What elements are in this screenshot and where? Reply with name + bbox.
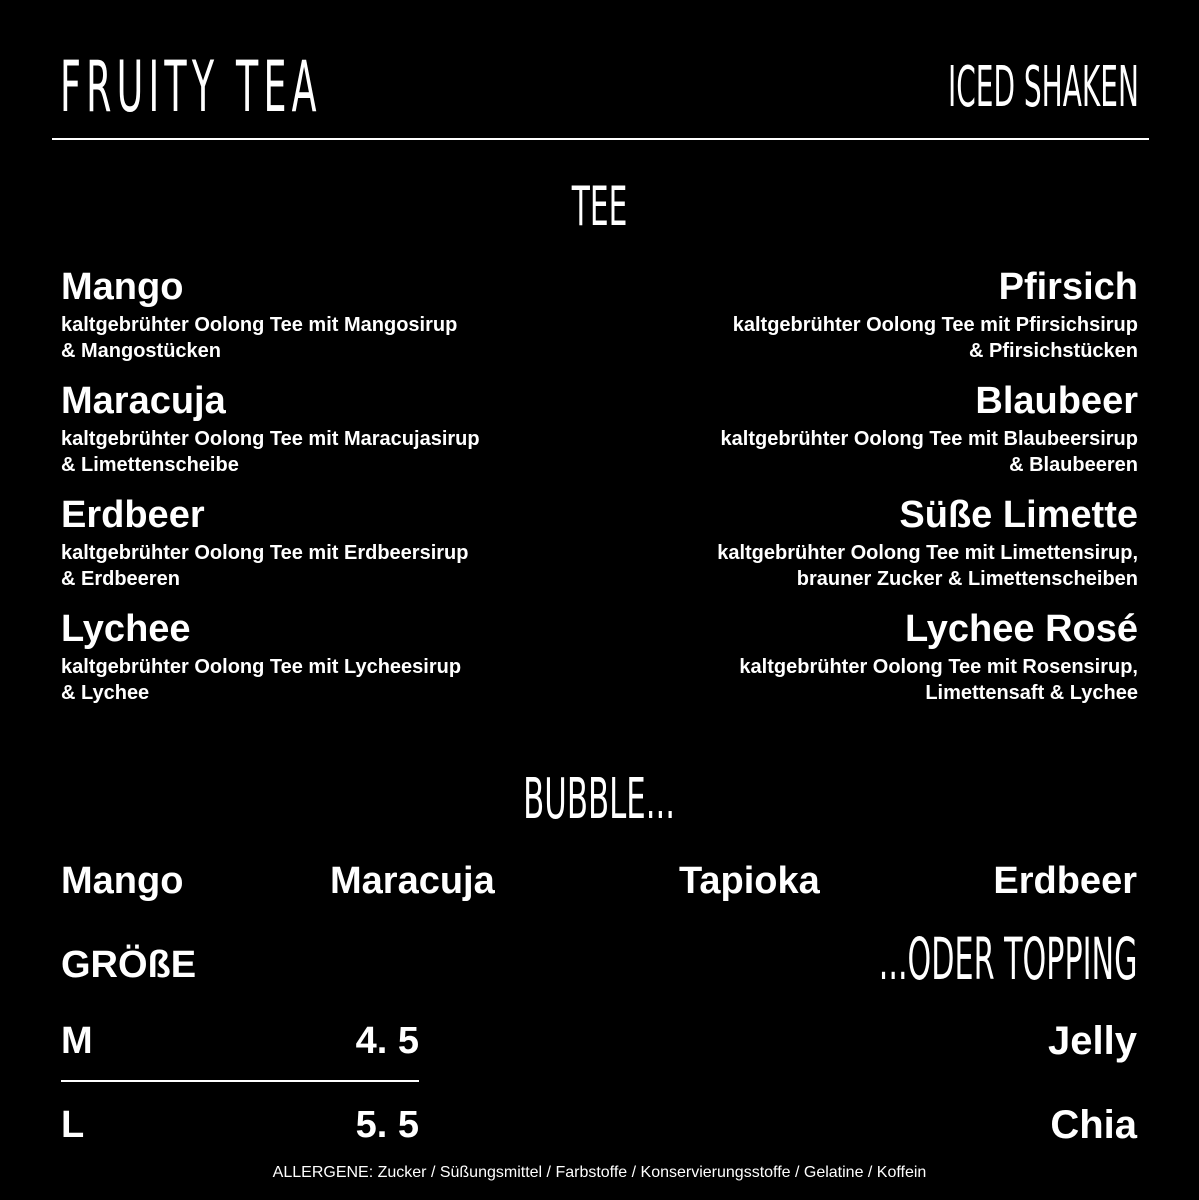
bubble-heading-text: BUBBLE... <box>523 767 676 832</box>
menu-subtitle: ICED SHAKEN <box>948 55 1139 120</box>
tea-item <box>618 490 1138 604</box>
tea-item-description-line: kaltgebrühter Oolong Tee mit Pfirsichsirup <box>732 314 1138 336</box>
tea-item-description-line: kaltgebrühter Oolong Tee mit Mangosirup <box>61 314 458 336</box>
tea-heading-text: TEE <box>571 175 628 238</box>
bubble-section-heading <box>0 767 1199 832</box>
tea-item-description-line: & Limettenscheibe <box>61 454 239 476</box>
tea-item-description-line: kaltgebrühter Oolong Tee mit Rosensirup, <box>739 656 1138 678</box>
tea-list-left <box>61 262 581 718</box>
tea-item-description-line: kaltgebrühter Oolong Tee mit Lycheesirup <box>61 656 462 678</box>
tea-item-description-line: & Blaubeeren <box>1009 454 1138 476</box>
tea-item <box>61 262 581 376</box>
size-price: 5. 5 <box>355 1104 419 1146</box>
tea-item-name: Erdbeer <box>61 494 205 536</box>
menu-title: FRUITY TEA <box>60 46 322 128</box>
size-label: GRÖßE <box>61 944 197 986</box>
tea-item-description-line: Limettensaft & Lychee <box>925 682 1138 704</box>
tea-item-description-line: & Mangostücken <box>61 340 222 362</box>
tea-item-description-line: kaltgebrühter Oolong Tee mit Blaubeersirup <box>720 428 1138 450</box>
tea-item <box>61 604 581 718</box>
tea-item <box>618 604 1138 718</box>
tea-item-description-line: & Pfirsichstücken <box>969 340 1138 362</box>
bubble-option: Tapioka <box>679 860 820 902</box>
size-row <box>61 1102 419 1148</box>
tea-item <box>618 262 1138 376</box>
tea-item-description-line: kaltgebrühter Oolong Tee mit Maracujasirup <box>61 428 480 450</box>
topping-heading: ...ODER TOPPING <box>878 925 1137 993</box>
tea-item <box>618 376 1138 490</box>
topping-option: Chia <box>1050 1103 1137 1147</box>
size-name: L <box>61 1104 85 1146</box>
tea-item-description-line: & Lychee <box>61 682 150 704</box>
topping-option: Jelly <box>1048 1019 1137 1063</box>
size-divider <box>61 1080 419 1082</box>
size-name: M <box>61 1020 93 1062</box>
tea-item-name: Lychee <box>61 608 191 650</box>
tea-item-description-line: kaltgebrühter Oolong Tee mit Limettensirup, <box>717 542 1138 564</box>
tea-item-name: Lychee Rosé <box>904 608 1138 650</box>
size-row <box>61 1018 419 1064</box>
tea-item <box>61 490 581 604</box>
tea-list-right <box>618 262 1138 718</box>
bubble-option: Mango <box>61 860 184 902</box>
tea-item-name: Maracuja <box>61 380 226 422</box>
tea-item-description-line: & Erdbeeren <box>61 568 180 590</box>
tea-item-description-line: brauner Zucker & Limettenscheiben <box>796 568 1138 590</box>
allergens-note: ALLERGENE: Zucker / Süßungsmittel / Farbstoffe / Konservierungsstoffe / Gelatine / Koffein <box>272 1164 927 1181</box>
tea-section-heading <box>0 175 1199 238</box>
tea-item-name: Blaubeer <box>975 380 1138 422</box>
tea-item-name: Süße Limette <box>899 494 1138 536</box>
tea-item <box>61 376 581 490</box>
header-divider <box>52 138 1149 140</box>
bubble-option: Maracuja <box>330 860 495 902</box>
bubble-option: Erdbeer <box>993 860 1137 902</box>
tea-item-description-line: kaltgebrühter Oolong Tee mit Erdbeersirup <box>61 542 469 564</box>
tea-item-name: Mango <box>61 266 184 308</box>
tea-item-name: Pfirsich <box>998 266 1138 308</box>
size-price: 4. 5 <box>355 1020 419 1062</box>
